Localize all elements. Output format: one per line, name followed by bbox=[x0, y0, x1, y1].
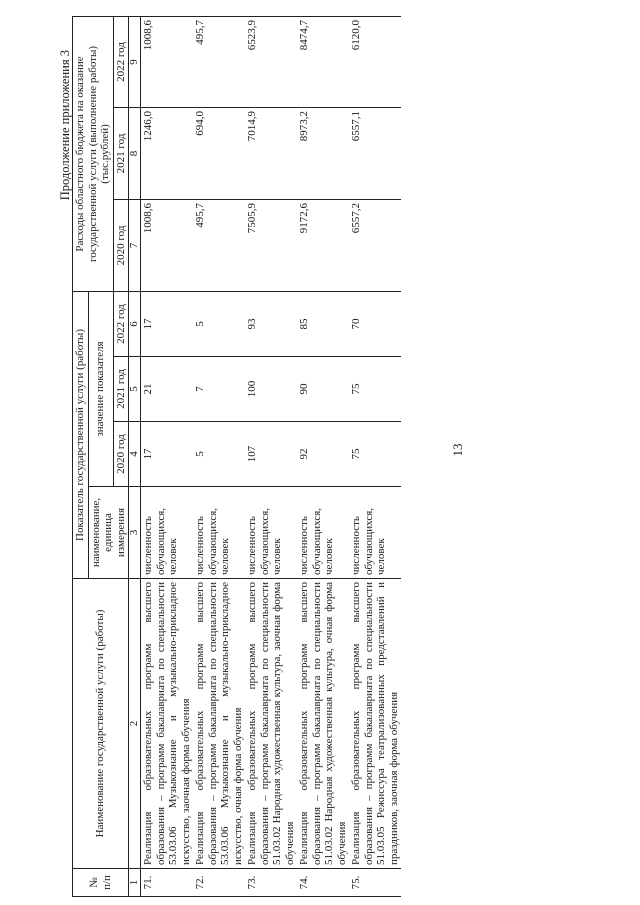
header-expense: Расходы областного бюджета на оказание государственной услуги (выполнение работы) (тыс.рублей) bbox=[73, 16, 114, 291]
indicator-value-2020: 75 bbox=[349, 422, 401, 487]
service-name: Реализация образовательных программ высшего образования – программ бакалавриата по специальности 53.03.06 Музыкознание и музыкально-прикладное искусство, заочная форма обучения bbox=[141, 579, 194, 869]
expense-2020: 1008,6 bbox=[141, 199, 194, 291]
indicator-value-2020: 5 bbox=[193, 422, 245, 487]
expense-2021: 1246,0 bbox=[141, 107, 194, 199]
header-service: Наименование государственной услуги (работы) bbox=[73, 579, 129, 869]
expense-2022: 8474,7 bbox=[297, 16, 349, 107]
service-name: Реализация образовательных программ высшего образования – программ бакалавриата по специальности 51.03.05 Режиссура театрализованных представлений и праздников, заочная форма обучения bbox=[349, 579, 401, 869]
indicator-value-2021: 100 bbox=[245, 357, 297, 422]
expense-2020: 9172,6 bbox=[297, 199, 349, 291]
header-indicator: Показатель государственной услуги (работы) bbox=[73, 291, 89, 578]
expense-2021: 7014,9 bbox=[245, 107, 297, 199]
indicator-value-2022: 17 bbox=[141, 291, 194, 356]
expense-2020: 7505,9 bbox=[245, 199, 297, 291]
indicator-value-2022: 85 bbox=[297, 291, 349, 356]
indicator-value-2020: 107 bbox=[245, 422, 297, 487]
expense-2022: 1008,6 bbox=[141, 16, 194, 107]
expense-2021: 694,0 bbox=[193, 107, 245, 199]
indicator-unit: численность обучающихся, человек bbox=[297, 487, 349, 579]
row-number: 74. bbox=[297, 869, 349, 897]
column-number: 7 bbox=[129, 199, 141, 291]
header-expense-year: 2020 год bbox=[113, 199, 129, 291]
service-name: Реализация образовательных программ высшего образования – программ бакалавриата по специальности 51.03.02 Народная художественная культура, заочная форма обучения bbox=[245, 579, 297, 869]
expense-2022: 6523,9 bbox=[245, 16, 297, 107]
table-row bbox=[297, 16, 349, 896]
expense-2022: 6120,0 bbox=[349, 16, 401, 107]
table-row bbox=[245, 16, 297, 896]
column-number: 1 bbox=[129, 869, 141, 897]
row-number: 72. bbox=[193, 869, 245, 897]
expense-2020: 495,7 bbox=[193, 199, 245, 291]
expense-2020: 6557,2 bbox=[349, 199, 401, 291]
header-year: 2021 год bbox=[113, 357, 129, 422]
column-number: 3 bbox=[129, 487, 141, 579]
table-row bbox=[193, 16, 245, 896]
indicator-value-2021: 75 bbox=[349, 357, 401, 422]
appendix-table bbox=[72, 16, 401, 897]
continuation-note: Продолжение приложения 3 bbox=[58, 50, 72, 201]
header-unit: наименование, единица измерения bbox=[88, 487, 129, 579]
indicator-value-2021: 7 bbox=[193, 357, 245, 422]
row-number: 71. bbox=[141, 869, 194, 897]
indicator-value-2022: 70 bbox=[349, 291, 401, 356]
page-number: 13 bbox=[450, 443, 465, 457]
service-name: Реализация образовательных программ высшего образования – программ бакалавриата по специальности 51.03.02 Народная художественная культура, очная форма обучения bbox=[297, 579, 349, 869]
header-year: 2020 год bbox=[113, 422, 129, 487]
indicator-value-2020: 92 bbox=[297, 422, 349, 487]
header-num: № п/п bbox=[73, 869, 129, 897]
indicator-unit: численность обучающихся, человек bbox=[245, 487, 297, 579]
row-number: 73. bbox=[245, 869, 297, 897]
indicator-value-2022: 93 bbox=[245, 291, 297, 356]
table-row bbox=[141, 16, 194, 896]
expense-2021: 8973,2 bbox=[297, 107, 349, 199]
expense-2022: 495,7 bbox=[193, 16, 245, 107]
indicator-value-2020: 17 bbox=[141, 422, 194, 487]
column-number: 4 bbox=[129, 422, 141, 487]
row-number: 75. bbox=[349, 869, 401, 897]
column-number: 8 bbox=[129, 107, 141, 199]
header-expense-year: 2021 год bbox=[113, 107, 129, 199]
expense-2021: 6557,1 bbox=[349, 107, 401, 199]
indicator-unit: численность обучающихся, человек bbox=[193, 487, 245, 579]
indicator-value-2021: 21 bbox=[141, 357, 194, 422]
indicator-unit: численность обучающихся, человек bbox=[349, 487, 401, 579]
column-number: 6 bbox=[129, 291, 141, 356]
header-value: значение показателя bbox=[88, 291, 113, 486]
header-expense-year: 2022 год bbox=[113, 16, 129, 107]
column-number: 5 bbox=[129, 357, 141, 422]
header-year: 2022 год bbox=[113, 291, 129, 356]
column-number: 9 bbox=[129, 16, 141, 107]
indicator-value-2021: 90 bbox=[297, 357, 349, 422]
indicator-value-2022: 5 bbox=[193, 291, 245, 356]
column-number: 2 bbox=[129, 579, 141, 869]
service-name: Реализация образовательных программ высшего образования – программ бакалавриата по специальности 53.03.06 Музыкознание и музыкально-прикладное искусство, очная форма обучения bbox=[193, 579, 245, 869]
indicator-unit: численность обучающихся, человек bbox=[141, 487, 194, 579]
table-row bbox=[349, 16, 401, 896]
